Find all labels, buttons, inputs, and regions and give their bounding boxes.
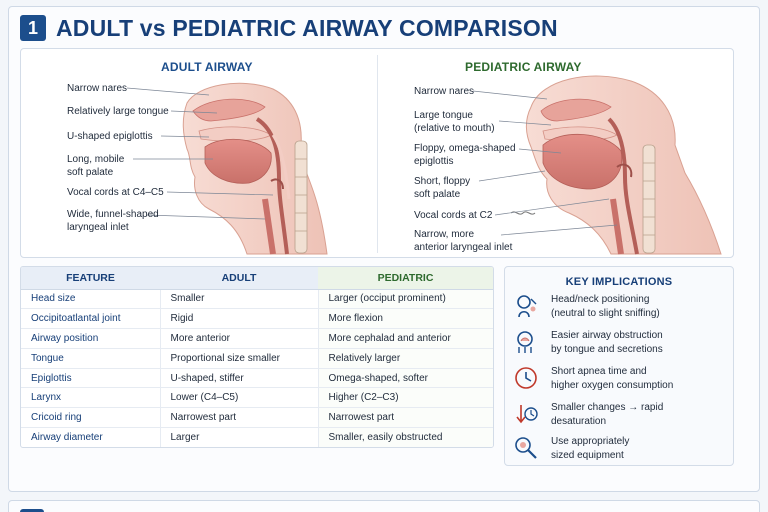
table-row (21, 428, 493, 448)
implication-text: Short apnea time and higher oxygen consumption (551, 366, 674, 391)
implication-item (513, 293, 721, 321)
implication-item (513, 435, 721, 463)
table-row (21, 368, 493, 388)
implication-item (513, 365, 721, 393)
table-row (21, 329, 493, 349)
pediatric-airway-drawing (511, 76, 721, 254)
table-row (21, 388, 493, 408)
page-title: ADULT vs PEDIATRIC AIRWAY COMPARISON (56, 14, 558, 41)
illustration-divider (377, 55, 378, 253)
table-cell: Larger (160, 428, 318, 448)
table-cell: Smaller, easily obstructed (318, 428, 493, 448)
key-implications-panel (504, 266, 734, 466)
adult-label-soft-palate: Long, mobile soft palate (67, 154, 125, 178)
pediatric-label-nares: Narrow nares (414, 86, 475, 97)
table-cell: Epiglottis (21, 368, 160, 388)
column-header-pediatric: PEDIATRIC (318, 267, 493, 289)
comparison-table (20, 266, 494, 448)
adult-label-epiglottis: U-shaped epiglottis (67, 131, 153, 142)
table-cell: More anterior (160, 329, 318, 349)
adult-label-nares: Narrow nares (67, 83, 128, 94)
table-header-row (21, 267, 493, 289)
table-cell: Airway position (21, 329, 160, 349)
head-position-icon (513, 293, 539, 319)
table-cell: U-shaped, stiffer (160, 368, 318, 388)
table-cell: Occipitoatlantal joint (21, 309, 160, 329)
table-cell: Omega-shaped, softer (318, 368, 493, 388)
implication-item (513, 401, 721, 429)
table-cell: Airway diameter (21, 428, 160, 448)
table-cell: Cricoid ring (21, 408, 160, 428)
magnifier-icon (513, 435, 539, 461)
table-row (21, 348, 493, 368)
table-cell: Higher (C2–C3) (318, 388, 493, 408)
obstruction-icon (513, 329, 539, 355)
adult-label-vocal-cords: Vocal cords at C4–C5 (67, 187, 164, 198)
table-cell: Proportional size smaller (160, 348, 318, 368)
table-cell: Narrowest part (160, 408, 318, 428)
table-cell: Lower (C4–C5) (160, 388, 318, 408)
table-cell: Tongue (21, 348, 160, 368)
airway-illustration-panel (20, 48, 734, 258)
implication-text: Smaller changes → rapid desaturation (551, 402, 664, 427)
key-implications-title: KEY IMPLICATIONS (565, 276, 673, 288)
pediatric-label-soft-palate: Short, floppy soft palate (414, 176, 471, 200)
section-header (20, 14, 558, 42)
table-row (21, 408, 493, 428)
pediatric-label-tongue: Large tongue (relative to mouth) (414, 110, 495, 134)
adult-label-laryngeal-inlet: Wide, funnel-shaped laryngeal inlet (67, 209, 159, 233)
implication-text: Head/neck positioning (neutral to slight sniffing) (551, 294, 660, 319)
clock-icon (513, 365, 539, 391)
next-section-frame (8, 500, 760, 512)
table-cell: Larynx (21, 388, 160, 408)
table-cell: More cephalad and anterior (318, 329, 493, 349)
table-cell: Smaller (160, 289, 318, 309)
section-number-badge: 1 (20, 15, 46, 41)
adult-label-tongue: Relatively large tongue (67, 106, 169, 117)
table-cell: More flexion (318, 309, 493, 329)
desaturation-icon (513, 401, 539, 427)
table-cell: Head size (21, 289, 160, 309)
table-cell: Relatively larger (318, 348, 493, 368)
table-row (21, 309, 493, 329)
adult-airway-drawing (183, 83, 327, 254)
table-cell: Larger (occiput prominent) (318, 289, 493, 309)
pediatric-label-vocal-cords: Vocal cords at C2 (414, 210, 493, 221)
column-header-adult: ADULT (160, 267, 318, 289)
pediatric-airway-title: PEDIATRIC AIRWAY (465, 60, 582, 74)
pediatric-label-laryngeal-inlet: Narrow, more anterior laryngeal inlet (414, 229, 513, 253)
implication-text: Use appropriately sized equipment (551, 436, 630, 461)
pediatric-label-epiglottis: Floppy, omega-shaped epiglottis (414, 143, 516, 167)
table-row (21, 289, 493, 309)
implication-text: Easier airway obstruction by tongue and secretions (551, 330, 663, 355)
implication-item (513, 329, 721, 357)
table-cell: Rigid (160, 309, 318, 329)
table-cell: Narrowest part (318, 408, 493, 428)
adult-airway-title: ADULT AIRWAY (161, 60, 253, 74)
column-header-feature: FEATURE (21, 267, 160, 289)
